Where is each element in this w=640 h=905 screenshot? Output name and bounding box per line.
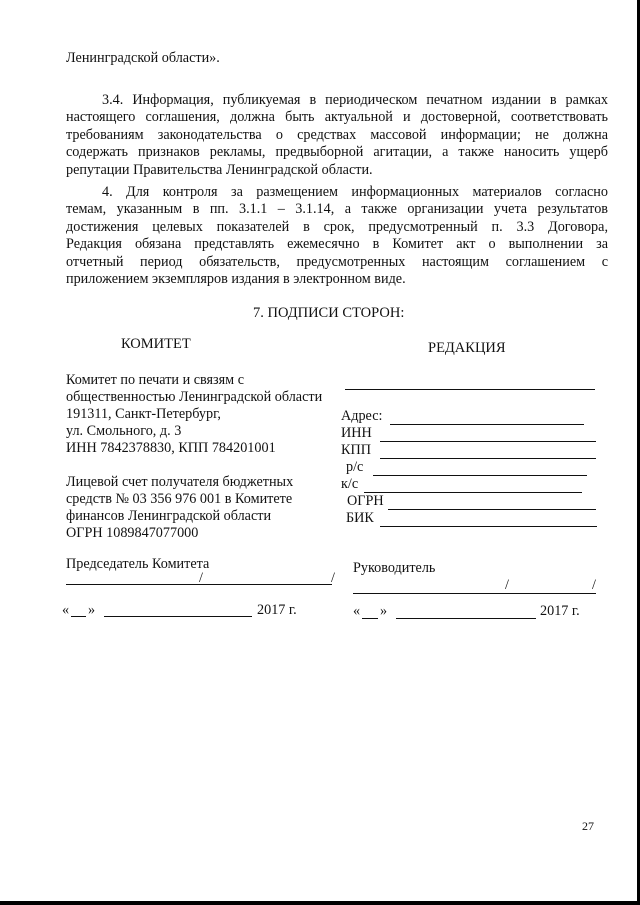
page-number: 27 [582, 819, 594, 833]
editorial-date-open-quote: « [353, 603, 361, 619]
editorial-signature-slash: / [592, 577, 596, 593]
paragraph-line: настоящего соглашения, должна быть актуальной и достоверной, соответствовать [66, 109, 608, 126]
address-label: Адрес: [341, 408, 383, 424]
kpp-line [380, 458, 596, 459]
paragraph-line: Редакция обязана представлять ежемесячно в Комитет акт о выполнении за [66, 236, 608, 253]
editorial-header: РЕДАКЦИЯ [428, 340, 506, 356]
editorial-date-day-line [362, 618, 378, 619]
committee-line: ИНН 7842378830, КПП 784201001 [66, 440, 276, 456]
editorial-signer-title: Руководитель [353, 560, 436, 576]
editorial-date-close-quote: » [380, 603, 388, 619]
paragraph-line: репутации Правительства Ленинградской области. [66, 161, 373, 178]
paragraph-line: содержать признаков рекламы, предвыборной агитации, а также наносить ущерб [66, 144, 608, 161]
committee-date-month-line [104, 616, 252, 617]
committee-signer-title: Председатель Комитета [66, 556, 210, 572]
editorial-date-month-line [396, 618, 536, 619]
paragraph-3-4 [66, 92, 608, 179]
section-title: 7. ПОДПИСИ СТОРОН: [253, 305, 405, 321]
inn-line [380, 441, 596, 442]
paragraph-line: требованиям законодательства о средствах массовой информации; не должна [66, 126, 608, 143]
committee-line: Комитет по печати и связям с [66, 372, 244, 388]
ks-line [364, 492, 582, 493]
committee-header: КОМИТЕТ [121, 336, 191, 352]
address-line [390, 424, 584, 425]
scan-edge-bottom [0, 901, 640, 905]
editorial-signature-line [353, 593, 596, 594]
rs-line [373, 475, 587, 476]
committee-account-line: средств № 03 356 976 001 в Комитете [66, 491, 293, 507]
editorial-date-year: 2017 г. [540, 603, 580, 619]
bik-line [380, 526, 597, 527]
rs-label: р/с [346, 459, 364, 475]
committee-account-line: Лицевой счет получателя бюджетных [66, 474, 294, 490]
committee-line: ул. Смольного, д. 3 [66, 423, 182, 439]
committee-date-open-quote: « [62, 602, 70, 618]
committee-signature-slash: / [199, 570, 203, 586]
committee-line: общественностью Ленинградской области [66, 389, 323, 405]
editorial-name-line [345, 389, 595, 390]
bik-label: БИК [346, 510, 374, 526]
ks-label: к/с [341, 476, 359, 492]
paragraph-line: 4. Для контроля за размещением информационных материалов согласно [102, 184, 608, 200]
paragraph-line: темам, указанным в пп. 3.1.1 – 3.1.14, а также организации учета результатов [66, 201, 608, 218]
committee-account-line: финансов Ленинградской области [66, 508, 272, 524]
inn-label: ИНН [341, 425, 372, 441]
paragraph-line: достижения целевых показателей в срок, предусмотренный п. 3.3 Договора, [66, 218, 608, 235]
editorial-signature-slash: / [505, 577, 509, 593]
kpp-label: КПП [341, 442, 371, 458]
paragraph-line: приложением экземпляров издания в электронном виде. [66, 271, 406, 288]
committee-date-close-quote: » [88, 602, 96, 618]
intro-tail-text: Ленинградской области». [66, 50, 220, 66]
paragraph-4 [66, 184, 608, 288]
committee-account-line: ОГРН 1089847077000 [66, 525, 199, 541]
paragraph-line: отчетный период обязательств, предусмотренных настоящим соглашением с [66, 253, 608, 270]
ogrn-label: ОГРН [347, 493, 384, 509]
ogrn-line [388, 509, 596, 510]
committee-line: 191311, Санкт-Петербург, [66, 406, 221, 422]
committee-signature-slash: / [331, 570, 335, 586]
committee-date-year: 2017 г. [257, 602, 297, 618]
paragraph-line: 3.4. Информация, публикуемая в периодическом печатном издании в рамках [102, 92, 608, 108]
committee-date-day-line [71, 616, 86, 617]
